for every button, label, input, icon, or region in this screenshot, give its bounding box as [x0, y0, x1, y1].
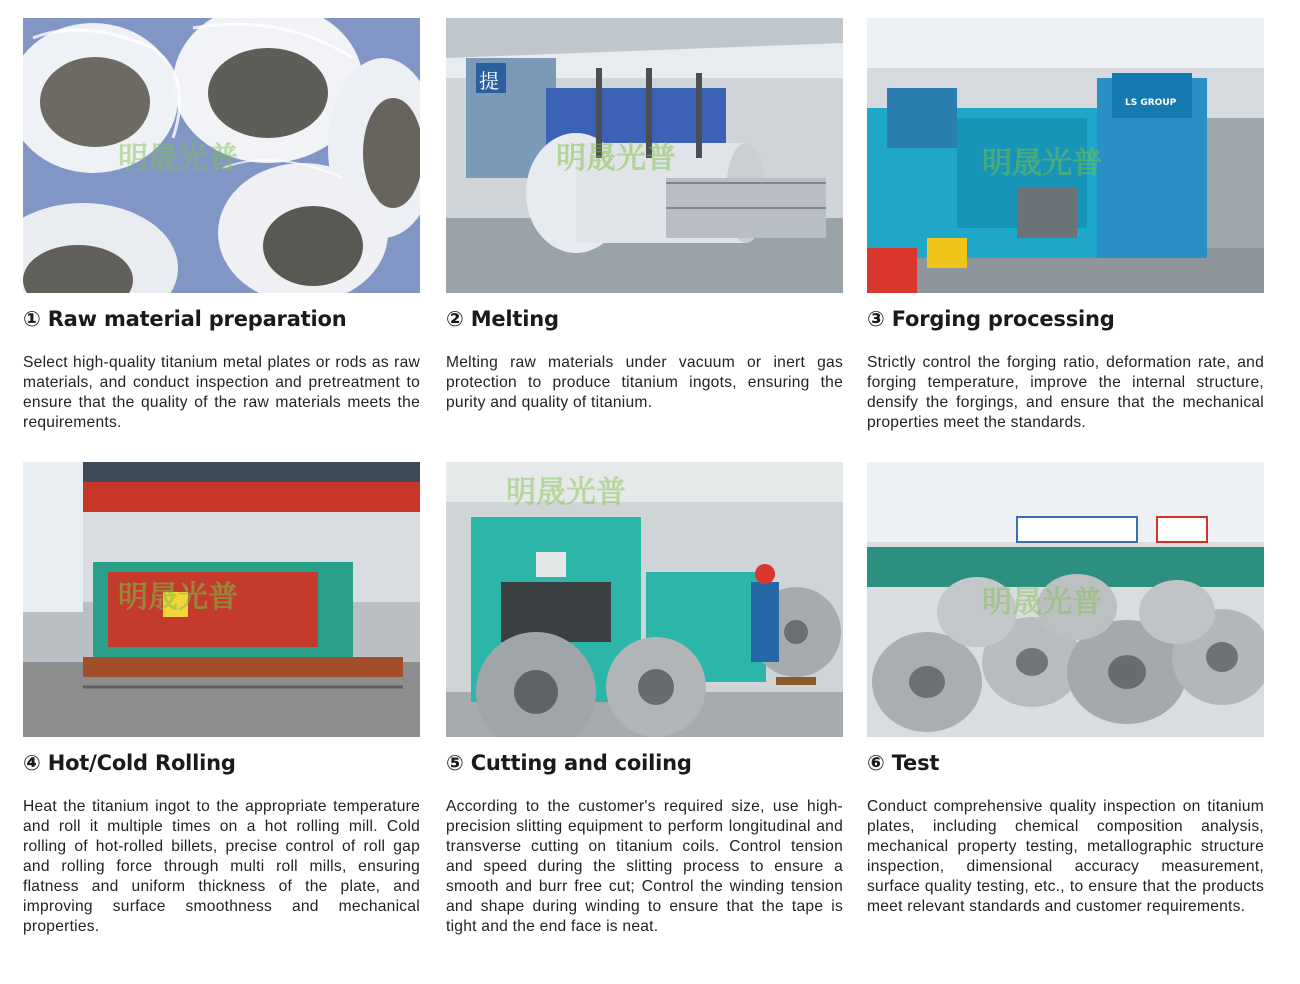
step-card-cutting	[446, 462, 843, 937]
step-description: Melting raw materials under vacuum or inert gas protection to produce titanium ingots, ensuring the purity and quality of titanium.	[446, 354, 843, 411]
svg-text:明晟光普: 明晟光普	[506, 475, 626, 510]
step-card-raw-material	[23, 18, 420, 433]
step-title: ③ Forging processing	[867, 307, 1115, 331]
step-title: ① Raw material preparation	[23, 307, 347, 331]
forging-photo	[867, 18, 1264, 293]
raw-material-bags-image	[23, 18, 420, 293]
slitting-line-image	[446, 462, 843, 737]
step-description: According to the customer's required size, use high-precision slitting equipment to perform longitudinal and transverse cutting on titanium coils. Control tension and speed during the slitting process to ensure a smooth and burr free cut; Control the winding tension and shape during winding to ensure that the tape is tight and the end face is neat.	[446, 798, 843, 935]
step-card-rolling	[23, 462, 420, 937]
forging-press-image	[867, 18, 1264, 293]
svg-text:明晟光普: 明晟光普	[556, 141, 676, 176]
step-description: Conduct comprehensive quality inspection on titanium plates, including chemical composition analysis, mechanical property testing, metallographic structure inspection, dimensional accuracy measurement, surface quality testing, etc., to ensure that the products meet relevant standards and customer requirements.	[867, 798, 1264, 915]
cutting-photo	[446, 462, 843, 737]
step-description: Strictly control the forging ratio, deformation rate, and forging temperature, improve the internal structure, densify the forgings, and ensure that the mechanical properties meet the standards.	[867, 354, 1264, 431]
step-description: Select high-quality titanium metal plates or rods as raw materials, and conduct inspection and pretreatment to ensure that the quality of the raw materials meets the requirements.	[23, 354, 420, 431]
svg-text:明晟光普: 明晟光普	[982, 585, 1102, 620]
rolling-photo	[23, 462, 420, 737]
step-description: Heat the titanium ingot to the appropriate temperature and roll it multiple times on a hot rolling mill. Cold rolling of hot-rolled billets, precise control of roll gap and rolling force through multi roll mills, ensuring flatness and uniform thickness of the plate, and improving surface smoothness and mechanical properties.	[23, 798, 420, 935]
step-title: ⑤ Cutting and coiling	[446, 751, 692, 775]
rolling-mill-image	[23, 462, 420, 737]
step-card-test	[867, 462, 1264, 917]
step-title: ⑥ Test	[867, 751, 940, 775]
step-title: ② Melting	[446, 307, 559, 331]
svg-text:LS GROUP: LS GROUP	[1125, 98, 1177, 108]
svg-text:提: 提	[479, 69, 499, 93]
step-title: ④ Hot/Cold Rolling	[23, 751, 236, 775]
raw-material-photo	[23, 18, 420, 293]
test-photo	[867, 462, 1264, 737]
step-card-melting	[446, 18, 843, 413]
svg-text:明晟光普: 明晟光普	[118, 141, 238, 176]
step-card-forging	[867, 18, 1264, 433]
melting-photo	[446, 18, 843, 293]
vacuum-furnace-image	[446, 18, 843, 293]
svg-text:明晟光普: 明晟光普	[982, 146, 1102, 181]
svg-text:明晟光普: 明晟光普	[118, 580, 238, 615]
steel-coils-image	[867, 462, 1264, 737]
